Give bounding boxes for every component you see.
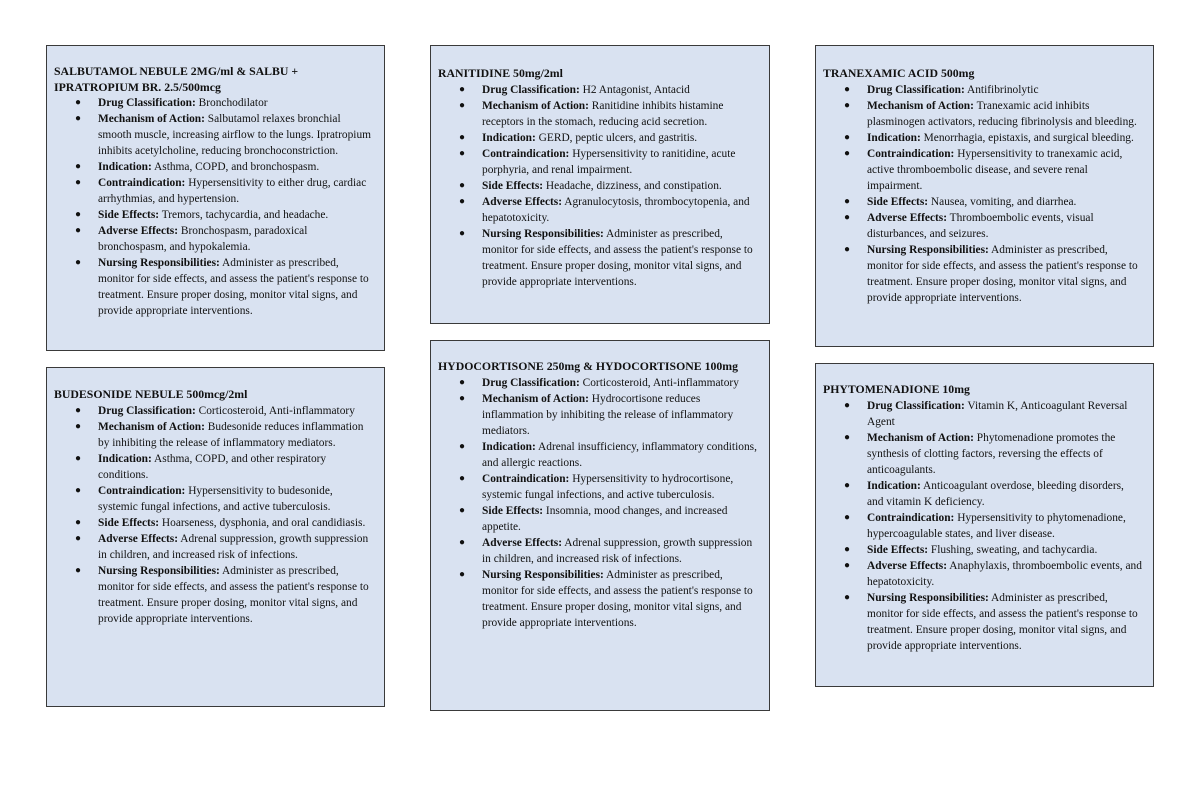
item-label: Nursing Responsibilities: xyxy=(867,243,989,256)
bullet-icon: ● xyxy=(459,147,466,159)
list-item xyxy=(75,403,374,419)
item-text: Tremors, tachycardia, and headache. xyxy=(159,209,329,221)
card-list xyxy=(54,403,374,627)
list-item xyxy=(459,471,759,503)
item-label: Drug Classification: xyxy=(867,399,965,412)
list-item xyxy=(844,98,1143,130)
bullet-icon: ● xyxy=(459,536,466,548)
bullet-icon: ● xyxy=(844,211,851,223)
item-label: Drug Classification: xyxy=(482,376,580,389)
item-text: Administer as prescribed, monitor for side effects, and assess the patient's response to treatment. Ensure proper dosing, monitor vital signs, and provide appropriate interventions. xyxy=(867,243,1138,304)
card-list xyxy=(823,398,1143,654)
item-text: Corticosteroid, Anti-inflammatory xyxy=(579,376,739,389)
list-item xyxy=(459,194,759,226)
list-item xyxy=(844,430,1143,478)
bullet-icon: ● xyxy=(459,83,466,95)
item-text: Hypersensitivity to budesonide, systemic fungal infections, and active tuberculosis. xyxy=(98,484,333,513)
bullet-icon: ● xyxy=(459,227,466,239)
item-label: Nursing Responsibilities: xyxy=(98,564,220,577)
item-label: Adverse Effects: xyxy=(482,536,563,549)
bullet-icon: ● xyxy=(75,516,82,528)
item-label: Indication: xyxy=(98,452,152,465)
bullet-icon: ● xyxy=(459,376,466,388)
item-label: Side Effects: xyxy=(867,195,929,208)
card-title: HYDOCORTISONE 250mg & HYDOCORTISONE 100mg xyxy=(438,359,739,373)
bullet-icon: ● xyxy=(75,404,82,416)
item-text: Hypersensitivity to tranexamic acid, active thromboembolic disease, and severe renal impairment. xyxy=(867,147,1123,192)
bullet-icon: ● xyxy=(459,504,466,516)
item-text: Phytomenadione promotes the synthesis of clotting factors, reversing the effects of anticoagulants. xyxy=(867,431,1116,476)
list-item xyxy=(75,111,374,159)
item-label: Indication: xyxy=(98,161,152,173)
drug-card-salbutamol xyxy=(46,45,385,351)
item-label: Mechanism of Action: xyxy=(98,113,205,125)
bullet-icon: ● xyxy=(459,392,466,404)
bullet-icon: ● xyxy=(844,195,851,207)
bullet-icon: ● xyxy=(844,399,851,411)
item-label: Nursing Responsibilities: xyxy=(98,257,220,269)
bullet-icon: ● xyxy=(75,484,82,496)
bullet-icon: ● xyxy=(75,225,82,236)
bullet-icon: ● xyxy=(75,420,82,432)
item-text: Menorrhagia, epistaxis, and surgical bleeding. xyxy=(920,131,1134,144)
bullet-icon: ● xyxy=(75,161,82,172)
item-label: Mechanism of Action: xyxy=(98,420,205,433)
list-item xyxy=(75,483,374,515)
list-item xyxy=(844,210,1143,242)
item-text: Thromboembolic events, visual disturbances, and seizures. xyxy=(867,211,1094,240)
list-item xyxy=(459,535,759,567)
drug-card-budesonide xyxy=(46,367,385,707)
bullet-icon: ● xyxy=(844,431,851,443)
item-label: Side Effects: xyxy=(482,179,544,192)
list-item xyxy=(844,510,1143,542)
item-label: Drug Classification: xyxy=(98,404,196,417)
item-text: Hoarseness, dysphonia, and oral candidiasis. xyxy=(159,516,366,529)
list-item xyxy=(75,563,374,627)
item-text: Flushing, sweating, and tachycardia. xyxy=(928,543,1098,556)
drug-card-tranexamic-acid xyxy=(815,45,1154,347)
item-text: Anaphylaxis, thromboembolic events, and hepatotoxicity. xyxy=(867,559,1142,588)
bullet-icon: ● xyxy=(844,559,851,571)
item-text: Hydrocortisone reduces inflammation by inhibiting the release of inflammatory mediators. xyxy=(482,392,734,437)
item-label: Contraindication: xyxy=(867,147,955,160)
item-label: Adverse Effects: xyxy=(867,211,948,224)
item-label: Drug Classification: xyxy=(482,83,580,96)
item-text: Administer as prescribed, monitor for side effects, and assess the patient's response to treatment. Ensure proper dosing, monitor vital signs, and provide appropriate interventions. xyxy=(482,568,753,629)
item-text: H2 Antagonist, Antacid xyxy=(579,83,690,96)
card-title: PHYTOMENADIONE 10mg xyxy=(823,382,970,396)
card-title: BUDESONIDE NEBULE 500mcg/2ml xyxy=(54,387,248,401)
bullet-icon: ● xyxy=(75,97,82,108)
item-label: Contraindication: xyxy=(482,472,570,485)
list-item xyxy=(844,558,1143,590)
bullet-icon: ● xyxy=(459,179,466,191)
list-item xyxy=(459,226,759,290)
bullet-icon: ● xyxy=(459,472,466,484)
item-label: Contraindication: xyxy=(98,484,186,497)
item-label: Adverse Effects: xyxy=(98,532,179,545)
item-label: Mechanism of Action: xyxy=(867,431,974,444)
item-text: Adrenal suppression, growth suppression in children, and increased risk of infections. xyxy=(482,536,753,565)
item-text: Hypersensitivity to ranitidine, acute porphyria, and renal impairment. xyxy=(482,147,736,176)
bullet-icon: ● xyxy=(75,257,82,268)
item-text: Adrenal insufficiency, inflammatory conditions, and allergic reactions. xyxy=(482,440,757,469)
item-label: Drug Classification: xyxy=(867,83,965,96)
list-item xyxy=(75,531,374,563)
list-item xyxy=(75,175,374,207)
list-item xyxy=(459,567,759,631)
bullet-icon: ● xyxy=(75,564,82,576)
bullet-icon: ● xyxy=(844,511,851,523)
bullet-icon: ● xyxy=(75,177,82,188)
bullet-icon: ● xyxy=(459,131,466,143)
item-text: Administer as prescribed, monitor for side effects, and assess the patient's response to treatment. Ensure proper dosing, monitor vital signs, and provide appropriate interventions. xyxy=(482,227,753,288)
bullet-icon: ● xyxy=(844,543,851,555)
item-label: Indication: xyxy=(482,131,536,144)
item-text: Headache, dizziness, and constipation. xyxy=(543,179,722,192)
bullet-icon: ● xyxy=(844,243,851,255)
drug-card-hydrocortisone xyxy=(430,340,770,711)
list-item xyxy=(75,255,374,319)
bullet-icon: ● xyxy=(459,440,466,452)
list-item xyxy=(75,419,374,451)
item-text: Insomnia, mood changes, and increased appetite. xyxy=(482,504,728,533)
item-text: Budesonide reduces inflammation by inhibiting the release of inflammatory mediators. xyxy=(98,420,364,449)
list-item xyxy=(459,439,759,471)
bullet-icon: ● xyxy=(459,568,466,580)
card-title: RANITIDINE 50mg/2ml xyxy=(438,66,563,80)
item-label: Contraindication: xyxy=(98,177,186,189)
list-item xyxy=(844,590,1143,654)
item-label: Indication: xyxy=(867,131,921,144)
list-item xyxy=(459,391,759,439)
item-text: Bronchodilator xyxy=(195,97,268,109)
card-title: SALBUTAMOL NEBULE 2MG/ml & SALBU + IPRATROPIUM BR. 2.5/500mcg xyxy=(54,64,299,94)
list-item xyxy=(844,242,1143,306)
item-label: Drug Classification: xyxy=(98,97,196,109)
item-label: Nursing Responsibilities: xyxy=(482,568,604,581)
card-list xyxy=(438,375,759,631)
item-text: Vitamin K, Anticoagulant Reversal Agent xyxy=(867,399,1128,428)
list-item xyxy=(459,146,759,178)
list-item xyxy=(459,503,759,535)
list-item xyxy=(75,95,374,111)
bullet-icon: ● xyxy=(75,452,82,464)
drug-card-ranitidine xyxy=(430,45,770,324)
item-text: Nausea, vomiting, and diarrhea. xyxy=(928,195,1077,208)
item-text: Anticoagulant overdose, bleeding disorders, and vitamin K deficiency. xyxy=(867,479,1124,508)
list-item xyxy=(75,451,374,483)
item-text: Hypersensitivity to hydrocortisone, systemic fungal infections, and active tuberculosis. xyxy=(482,472,734,501)
item-text: Ranitidine inhibits histamine receptors in the stomach, reducing acid secretion. xyxy=(482,99,724,128)
list-item xyxy=(459,98,759,130)
card-list xyxy=(54,95,374,319)
list-item xyxy=(75,223,374,255)
bullet-icon: ● xyxy=(844,147,851,159)
list-item xyxy=(844,398,1143,430)
item-text: Administer as prescribed, monitor for side effects, and assess the patient's response to treatment. Ensure proper dosing, monitor vital signs, and provide appropriate interventions. xyxy=(98,257,369,317)
item-text: Asthma, COPD, and bronchospasm. xyxy=(151,161,320,173)
list-item xyxy=(844,194,1143,210)
card-title: TRANEXAMIC ACID 500mg xyxy=(823,66,975,80)
bullet-icon: ● xyxy=(844,131,851,143)
list-item xyxy=(459,178,759,194)
list-item xyxy=(844,82,1143,98)
item-label: Nursing Responsibilities: xyxy=(867,591,989,604)
bullet-icon: ● xyxy=(75,532,82,544)
item-label: Indication: xyxy=(867,479,921,492)
bullet-icon: ● xyxy=(844,99,851,111)
item-label: Contraindication: xyxy=(867,511,955,524)
item-text: Hypersensitivity to phytomenadione, hypercoagulable states, and liver disease. xyxy=(867,511,1126,540)
item-text: Administer as prescribed, monitor for side effects, and assess the patient's response to treatment. Ensure proper dosing, monitor vital signs, and provide appropriate interventions. xyxy=(98,564,369,625)
list-item xyxy=(75,515,374,531)
item-text: Administer as prescribed, monitor for side effects, and assess the patient's response to treatment. Ensure proper dosing, monitor vital signs, and provide appropriate interventions. xyxy=(867,591,1138,652)
list-item xyxy=(75,207,374,223)
item-label: Mechanism of Action: xyxy=(482,392,589,405)
item-label: Side Effects: xyxy=(98,516,160,529)
bullet-icon: ● xyxy=(459,195,466,207)
item-text: Asthma, COPD, and other respiratory conditions. xyxy=(98,452,327,481)
list-item xyxy=(459,130,759,146)
bullet-icon: ● xyxy=(844,479,851,491)
item-label: Mechanism of Action: xyxy=(867,99,974,112)
item-label: Side Effects: xyxy=(867,543,929,556)
list-item xyxy=(844,478,1143,510)
item-text: Adrenal suppression, growth suppression in children, and increased risk of infections. xyxy=(98,532,369,561)
item-text: Agranulocytosis, thrombocytopenia, and hepatotoxicity. xyxy=(482,195,750,224)
item-text: Salbutamol relaxes bronchial smooth muscle, increasing airflow to the lungs. Ipratropium inhibits acetylcholine, reducing bronchoconstriction. xyxy=(98,113,372,157)
item-text: Tranexamic acid inhibits plasminogen activators, reducing fibrinolysis and bleeding. xyxy=(867,99,1137,128)
item-label: Side Effects: xyxy=(482,504,544,517)
item-label: Indication: xyxy=(482,440,536,453)
list-item xyxy=(844,146,1143,194)
item-label: Adverse Effects: xyxy=(98,225,179,237)
bullet-icon: ● xyxy=(75,209,82,220)
drug-card-phytomenadione xyxy=(815,363,1154,687)
list-item xyxy=(75,159,374,175)
bullet-icon: ● xyxy=(459,99,466,111)
bullet-icon: ● xyxy=(75,113,82,124)
bullet-icon: ● xyxy=(844,591,851,603)
item-text: Hypersensitivity to either drug, cardiac arrhythmias, and hypertension. xyxy=(98,177,367,205)
item-label: Adverse Effects: xyxy=(482,195,563,208)
item-label: Contraindication: xyxy=(482,147,570,160)
item-text: GERD, peptic ulcers, and gastritis. xyxy=(535,131,698,144)
item-text: Bronchospasm, paradoxical bronchospasm, and hypokalemia. xyxy=(98,225,308,253)
list-item xyxy=(459,375,759,391)
list-item xyxy=(459,82,759,98)
bullet-icon: ● xyxy=(844,83,851,95)
item-label: Mechanism of Action: xyxy=(482,99,589,112)
card-list xyxy=(438,82,759,290)
list-item xyxy=(844,542,1143,558)
list-item xyxy=(844,130,1143,146)
item-label: Adverse Effects: xyxy=(867,559,948,572)
item-label: Nursing Responsibilities: xyxy=(482,227,604,240)
item-label: Side Effects: xyxy=(98,209,160,221)
item-text: Corticosteroid, Anti-inflammatory xyxy=(195,404,355,417)
card-list xyxy=(823,82,1143,306)
item-text: Antifibrinolytic xyxy=(964,83,1039,96)
